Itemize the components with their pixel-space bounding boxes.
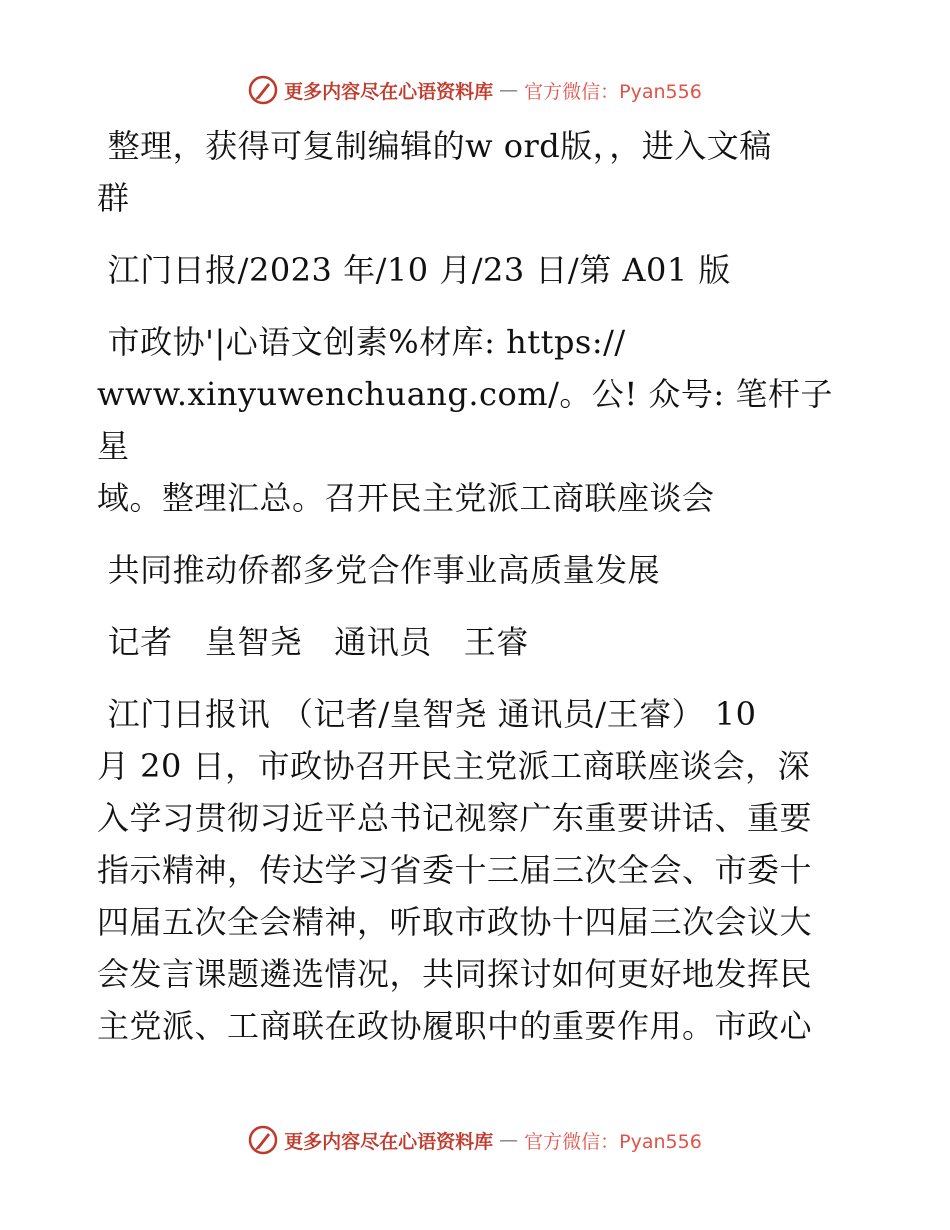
quill-pen-logo-icon <box>248 75 278 105</box>
headline: 共同推动侨都多党合作事业高质量发展 <box>97 551 661 589</box>
body-line: 入学习贯彻习近平总书记视察广东重要讲话、重要 <box>97 799 813 837</box>
body-line: 四届五次全会精神，听取市政协十四届三次会议大 <box>97 903 813 941</box>
doc-line-1: 整理，获得可复制编辑的w ord版，，进入文稿 <box>97 127 772 165</box>
watermark-wechat-text: 官方微信：Pyan556 <box>524 80 702 103</box>
watermark-site-text: 更多内容尽在心语资料库 <box>284 1130 494 1153</box>
watermark-separator: — <box>499 79 519 101</box>
promo-line-3: 域。整理汇总。召开民主党派工商联座谈会 <box>97 479 715 517</box>
source-line: 江门日报/2023 年/10 月/23 日/第 A01 版 <box>97 251 731 289</box>
doc-line-2: 群 <box>97 179 130 217</box>
promo-line-2: www.xinyuwenchuang.com/。公! 众号: 笔杆子星 <box>97 375 833 465</box>
watermark-wechat-text: 官方微信：Pyan556 <box>524 1130 702 1153</box>
watermark-site-text: 更多内容尽在心语资料库 <box>284 80 494 103</box>
watermark-separator: — <box>499 1129 519 1151</box>
footer-watermark <box>0 1120 950 1160</box>
body-line: 会发言课题遴选情况，共同探讨如何更好地发挥民 <box>97 955 813 993</box>
body-line: 主党派、工商联在政协履职中的重要作用。市政心 <box>97 1007 813 1045</box>
body-line: 月 20 日，市政协召开民主党派工商联座谈会，深 <box>97 747 811 785</box>
promo-line-1: 市政协'|心语文创素%材库: https:// <box>97 323 626 361</box>
byline: 记者 皇智尧 通讯员 王睿 <box>97 623 529 661</box>
body-line: 江门日报讯 （记者/皇智尧 通讯员/王睿） 10 <box>97 695 757 733</box>
quill-pen-logo-icon <box>248 1125 278 1155</box>
document-body <box>97 120 857 1052</box>
header-watermark <box>0 70 950 110</box>
body-line: 指示精神，传达学习省委十三届三次全会、市委十 <box>97 851 813 889</box>
